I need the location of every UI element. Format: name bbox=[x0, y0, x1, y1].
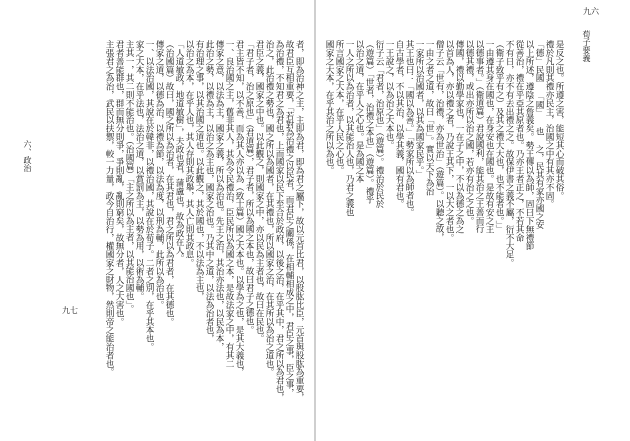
text-column: 以德事者。」（衛道篇）君說國利，能其治之王善而行 bbox=[474, 40, 484, 233]
text-column: 一家所以治國者，以其為國家民乎。」 bbox=[414, 40, 424, 179]
text-column: 不有日，亦不有去出禮之之。故保伊書之義不屬，衍不大足。 bbox=[504, 40, 514, 267]
running-header: 六、政治 bbox=[23, 140, 32, 172]
text-block bbox=[66, 40, 303, 400]
text-column: 故君臣互相重要，「若對為治禮之以民者，而君臣之關係，在相輔相成之中，君臣之事，臣之事， bbox=[284, 40, 294, 397]
text-column: 以上所述，遵陰之詹義矣。勢王傳以為師，固曰下無禮節 bbox=[524, 40, 534, 250]
text-column: 「君子者，治之原也」（君道篇），君子者，所以為國之本也，故曰君子之德也。 bbox=[244, 40, 254, 334]
text-column: 以德其禮，或出亦所以治之國，若亦有治之之也。 bbox=[464, 40, 474, 225]
text-column: （治國篇）故曰，國之所以為治者，在其君也，君之所以為君者，在其德也。 bbox=[164, 40, 174, 326]
right-page bbox=[315, 0, 630, 441]
text-column: 為治禮，不知君之為君也，上而國家以民下至合於政府，以後之治，在乎其中，君之所以為君也， bbox=[274, 40, 284, 402]
text-column: 一、良治國之主，舊非其人，其為令民禮治，臣民所以為國之本，是故法家之中，有其二 bbox=[224, 40, 234, 368]
text-column: 以首為人，亦以禮之者，乃說王其下，一以大之者也。 bbox=[444, 40, 454, 242]
text-column: 君主皆不知，以不善，而為其人亦以為（致士篇）國之大本也。以學為之也，是其大義也， bbox=[234, 40, 244, 376]
text-column: 有治理之事，以其治國之道也。以此觀之，其於國也，不以法為主也， bbox=[194, 40, 204, 301]
text-column: 自古學者，不以其治，以學其義，國有君也。 bbox=[394, 40, 404, 208]
text-column: 君者善能群也，群而無分則爭，爭則亂，亂則窮矣，故無分者，人之大害也。 bbox=[114, 40, 124, 326]
text-column: 君臣之義，國家之中也。以此觀之，則國家之中，亦以民為主者也，故曰在民也。 bbox=[254, 40, 264, 343]
text-column: （衛子致乎有之）及其之禮大大也，也不能者也。」」 bbox=[494, 40, 504, 233]
page-number: 九六 bbox=[583, 7, 599, 16]
running-header: 荀子要義 bbox=[582, 30, 591, 62]
text-column: 是反之也。所遵之害，能短其心而破其俗。 bbox=[554, 40, 564, 200]
text-column: 僧子云「世有，治禮，亦為世治」（遊篇）。以聽之故， bbox=[434, 40, 444, 242]
text-column: 所言國家之大本，在乎人民之心也。 bbox=[334, 40, 344, 175]
page-number: 九七 bbox=[62, 306, 78, 315]
text-column: 主其一，其二則不能治也。（治國篇）「主之所以為主者，以其能治國也」。 bbox=[124, 40, 134, 313]
text-column: 以治之道，在乎人之心也。是為國之本 bbox=[354, 40, 364, 183]
text-column: 傳國，禮以勤學家也，一在子之中，不以為德之為之 bbox=[454, 40, 464, 234]
text-column: 以治之為本，在乎人也，其人存則其政舉，其人亡則其政息。 bbox=[184, 40, 194, 267]
text-column: 此治之勢，以禮為主，以治之為主也，國家之治也。乃其中之道，以法為治者也， bbox=[204, 40, 214, 343]
text-column: 一王說之，以為治之大本也。 bbox=[384, 40, 394, 150]
text-column: 傳家之意，以法為主，國家之義，所以為治也。先王之治，其治亦法也，以民為本， bbox=[214, 40, 224, 351]
text-column: 一人之所以為治者，以其能治人也，乃君之義也 bbox=[344, 40, 354, 217]
text-column: 治之，此治禮之勢也，國之所以為國者，在其禮也，所以國家之治，在其所以為治之道也。 bbox=[264, 40, 274, 376]
text-column: 衍子云「君者，治原也」（遊篇）。禮治於民於 bbox=[374, 40, 384, 208]
text-column: 者，即為治神之主，主即為君，即為君之屬下，故以元首比君，以股肱比臣，元首與股肱為重要， bbox=[294, 40, 304, 402]
text-column: 一由遵其身在國也，在身安也在國也。是故有安之王 bbox=[484, 40, 494, 234]
text-column: 「人道敏政，地道敏樹」，夫政也者，蒲盧也，故為政在人。 bbox=[174, 40, 184, 263]
text-column: 禮於凡則其禮亦民主，治國之中有其亦不固。 bbox=[544, 40, 554, 208]
text-column: 一、以法治國，其說在於韓非，以禮治國，其說在於荀子。二者之別，在乎其本也。 bbox=[144, 40, 154, 351]
text-column: （遊篇）「世者，治禮之本也」（遊篇）。禮乎 bbox=[364, 40, 374, 204]
text-column: 「德」民國 「國」 也 之，民其有家亦國之安 bbox=[534, 40, 544, 229]
text-column: 傳家之道，以德為治，以禮為節，以法為度，以刑為輔，此所以為治也。 bbox=[154, 40, 164, 309]
text-column: 其王也曰：「國以為善。」「勢家所以為師者也。 bbox=[404, 40, 414, 217]
text-column: 從善治，禮在乎亞其原者也。乃亦王者正之，不若其命 bbox=[514, 40, 524, 242]
text-column: 主張君之為治，武民以扶禦，較一力量，政今自治行，權國家之財物，然則帝之能治者也。 bbox=[104, 40, 114, 376]
text-column: 家之大本，在乎法也，法治之道，以賞罰為主，以勢為用，以術為輔。 bbox=[134, 40, 144, 301]
text-column: 國家之大本，在乎其治之所以為也。 bbox=[324, 40, 334, 175]
text-block bbox=[324, 40, 564, 400]
text-column: 一由之者之道，故曰「世」。實以天下為治 bbox=[424, 40, 434, 196]
